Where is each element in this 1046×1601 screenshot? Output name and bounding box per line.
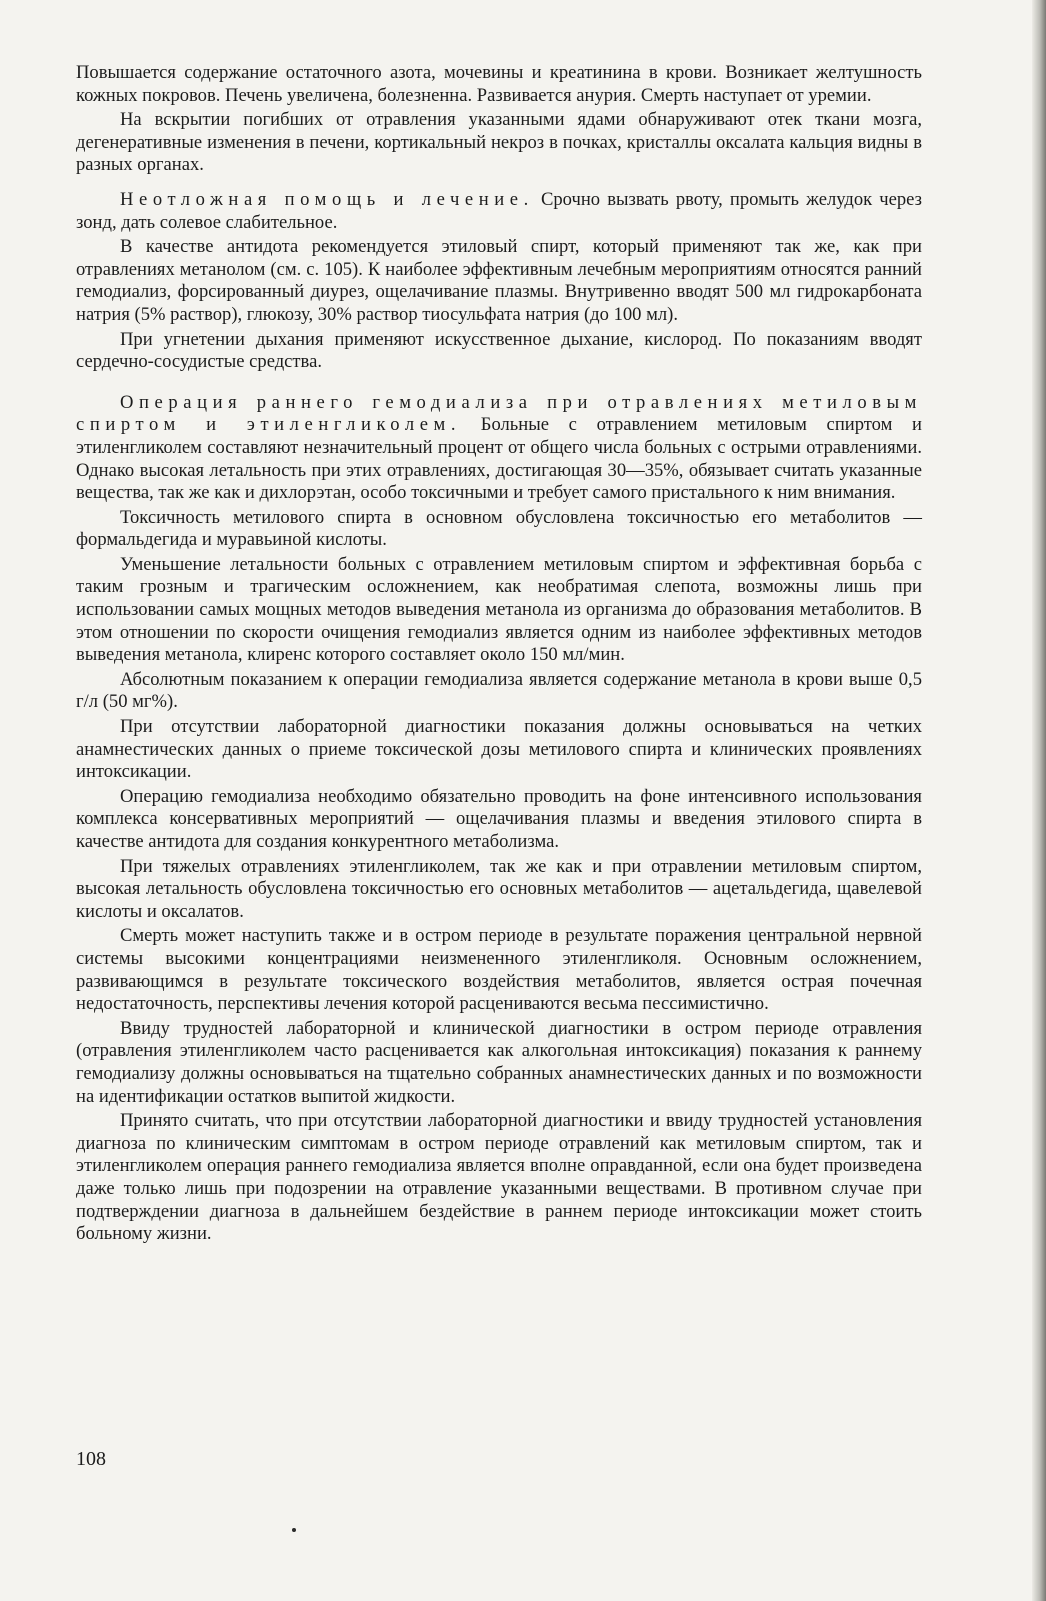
paragraph-text: Операцию гемодиализа необходимо обязательно проводить на фоне интенсивного использования комплекса консервативных мероприятий — ощелачивания плазмы и введения этилового спирта в качестве антидота для создания конкурентного метаболизма. — [76, 785, 922, 852]
paragraph-hemodialysis-operation — [76, 392, 922, 505]
paragraph-mortality-reduction — [76, 554, 922, 667]
paragraph-text: Смерть может наступить также и в остром периоде в результате поражения центральной нервной системы высокими концентрациями неизмененного этиленгликоля. Основным осложнением, развивающимся в результате токсического воздействия метаболитов, является острая почечная недостаточность, перспективы лечения которой расцениваются весьма пессимистично. — [76, 925, 922, 1015]
paragraph-text: Повышается содержание остаточного азота, мочевины и креатинина в крови. Возникает желтушность кожных покровов. Печень увеличена, болезненна. Развивается анурия. Смерть наступает от уремии. — [76, 62, 922, 106]
paragraph-diagnostic-difficulties — [76, 1018, 922, 1108]
paragraph-text: На вскрытии погибших от отравления указанными ядами обнаруживают отек ткани мозга, дегенеративные изменения в печени, кортикальный некроз в почках, кристаллы оксалата кальция видны в разных органах. — [76, 109, 922, 176]
scan-speck — [292, 1528, 296, 1532]
paragraph-text: Уменьшение летальности больных с отравлением метиловым спиртом и эффективная борьба с таким грозным и трагическим осложнением, как необратимая слепота, возможны лишь при использовании самых мощных методов выведения метанола из организма до образования метаболитов. В этом отношении по скорости очищения гемодиализ является одним из наиболее эффективных методов выведения метанола, клиренс которого составляет около 150 мл/мин. — [76, 553, 922, 666]
document-page — [76, 62, 922, 1248]
paragraph-text: Срочно вызвать рвоту, промыть желудок через зонд, дать солевое слабительное. — [76, 188, 922, 233]
paragraph-text: При отсутствии лабораторной диагностики показания должны основываться на четких анамнестических данных о приеме токсической дозы метилового спирта и клинических проявлениях интоксикации. — [76, 716, 922, 783]
paragraph-autopsy — [76, 109, 922, 177]
paragraph-text: Больные с отравлением метиловым спиртом и этиленгликолем составляют незначительный процент от общего числа больных с острыми отравлениями. Однако высокая летальность при этих отравлениях, достигающая 30—35%, обязывает считать указанные вещества, так же как и дихлорэтан, особо токсичными и требует самого пристального к ним внимания. — [76, 414, 922, 504]
paragraph-acute-period — [76, 925, 922, 1015]
page-number: 108 — [76, 1448, 106, 1470]
paragraph-conservative-measures — [76, 786, 922, 854]
scan-edge — [1032, 0, 1046, 1601]
paragraph-emergency-care — [76, 189, 922, 234]
paragraph-ethylene-glycol — [76, 856, 922, 924]
paragraph-text: При тяжелых отравлениях этиленгликолем, так же как и при отравлении метиловым спиртом, высокая летальность обусловлена токсичностью его основных метаболитов — ацетальдегида, щавелевой кислоты и оксалатов. — [76, 855, 922, 922]
paragraph-text: Принято считать, что при отсутствии лабораторной диагностики и ввиду трудностей установления диагноза по клиническим симптомам в остром периоде отравлений как метиловым спиртом, так и этиленгликолем операция раннего гемодиализа является вполне оправданной, если она будет произведена даже только лишь при подозрении на отравление указанными веществами. В противном случае при подтверждении диагноза в дальнейшем бездействие в раннем периоде интоксикации может стоить больному жизни. — [76, 1110, 922, 1245]
section-heading-hemodialysis: Операция раннего гемодиализа при отравлениях метиловым спиртом и этиленгликолем. — [76, 391, 922, 436]
paragraph-methanol-toxicity — [76, 507, 922, 552]
paragraph-text: При угнетении дыхания применяют искусственное дыхание, кислород. По показаниям вводят сердечно-сосудистые средства. — [76, 328, 922, 373]
paragraph-respiration — [76, 329, 922, 374]
paragraph-text: В качестве антидота рекомендуется этиловый спирт, который применяют так же, как при отравлениях метанолом (см. с. 105). К наиболее эффективным лечебным мероприятиям относятся ранний гемодиализ, форсированный диурез, ощелачивание плазмы. Внутривенно вводят 500 мл гидрокарбоната натрия (5% раствор), глюкозу, 30% раствор тиосульфата натрия (до 100 мл). — [76, 236, 922, 325]
paragraph-text: Ввиду трудностей лабораторной и клинической диагностики в остром периоде отравления (отравления этиленгликолем часто расценивается как алкогольная интоксикация) показания к раннему гемодиализу должны основываться на тщательно собранных анамнестических данных и по возможности на идентификации остатков выпитой жидкости. — [76, 1017, 922, 1107]
paragraph-text: Абсолютным показанием к операции гемодиализа является содержание метанола в крови выше 0,5 г/л (50 мг%). — [76, 668, 922, 713]
section-heading-emergency-care: Неотложная помощь и лечение. — [120, 188, 534, 210]
paragraph-absolute-indication — [76, 669, 922, 714]
paragraph-lab-findings — [76, 62, 922, 107]
paragraph-no-lab-diagnostics — [76, 716, 922, 784]
paragraph-conclusion — [76, 1110, 922, 1246]
paragraph-text: Токсичность метилового спирта в основном обусловлена токсичностью его метаболитов — формальдегида и муравьиной кислоты. — [76, 506, 922, 551]
paragraph-antidote — [76, 236, 922, 326]
